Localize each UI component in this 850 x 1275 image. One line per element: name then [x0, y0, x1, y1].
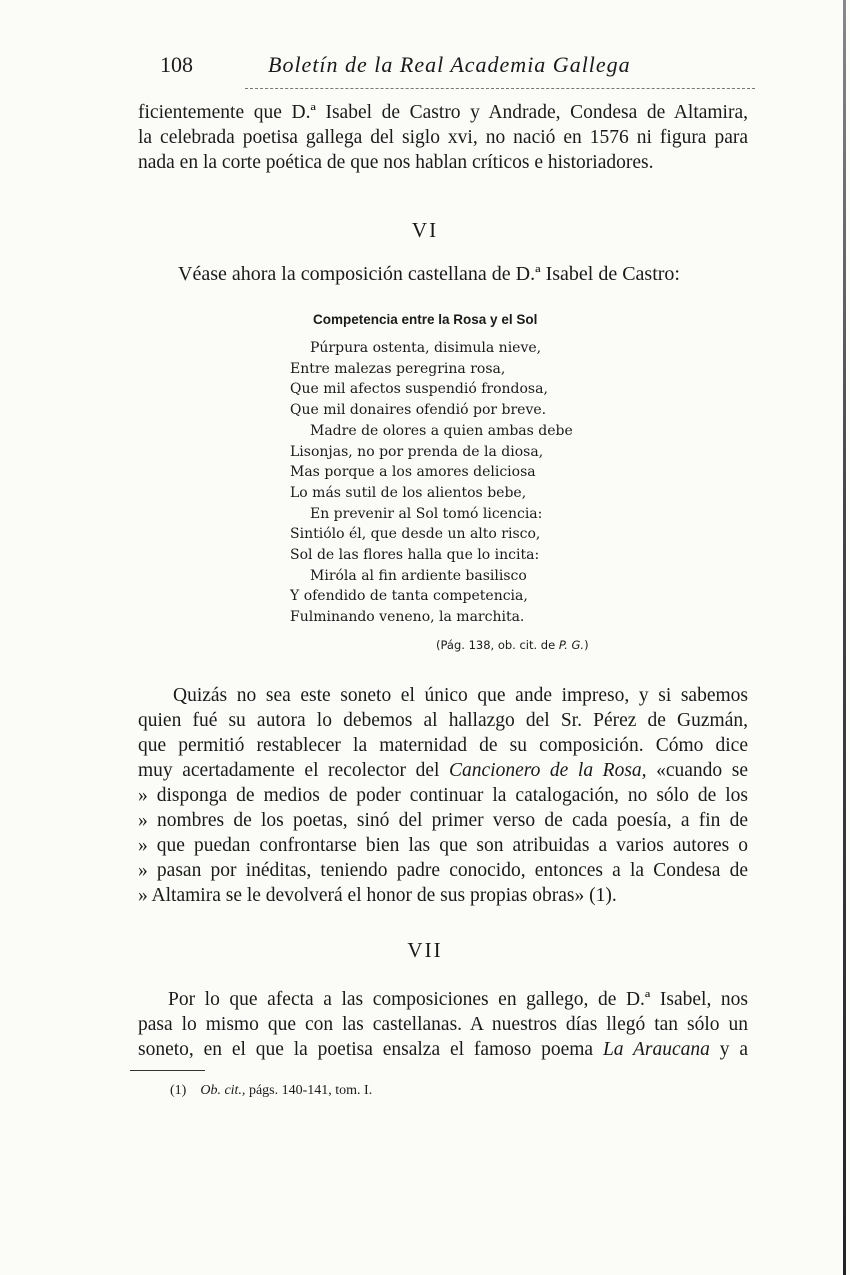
- poem-verse: Sintiólo él, que desde un alto risco,: [290, 526, 541, 543]
- text-line: » que puedan confrontarse bien las que son atribuidas a varios autores o: [138, 835, 748, 856]
- page-number: 108: [160, 52, 193, 77]
- text-line: Quizás no sea este soneto el único que ande impreso, y si sabemos: [173, 685, 748, 706]
- poem-verse: Miróla al fin ardiente basilisco: [310, 567, 527, 584]
- text-line: la celebrada poetisa gallega del siglo xvi, no nació en 1576 ni figura para: [138, 127, 748, 148]
- poem-verse: Que mil donaires ofendió por breve.: [290, 402, 547, 419]
- text-line: [138, 1037, 748, 1062]
- poem-verse: Lisonjas, no por prenda de la diosa,: [290, 443, 544, 460]
- text-line: » Altamira se le devolverá el honor de sus propias obras» (1).: [138, 885, 617, 906]
- footnote: [170, 1083, 372, 1099]
- poem-block: [290, 338, 573, 628]
- citation-suffix: ): [584, 638, 589, 652]
- poem-verse: Púrpura ostenta, disimula nieve,: [310, 340, 542, 356]
- poem-verse: Mas porque a los amores deliciosa: [290, 464, 536, 481]
- poem-verse: Madre de olores a quien ambas debe: [310, 422, 573, 439]
- poem-verse: Y ofendido de tanta competencia,: [290, 588, 528, 605]
- running-title: Boletín de la Real Academia Gallega: [268, 52, 631, 77]
- text-line: » disponga de medios de poder continuar la catalogación, no sólo de los: [138, 785, 748, 806]
- section-heading-vii: VII: [407, 938, 443, 962]
- text-line: » nombres de los poetas, sinó del primer verso de cada poesía, a fin de: [138, 810, 748, 831]
- poem-verse: Fulminando veneno, la marchita.: [290, 609, 525, 626]
- paragraph-middle: [138, 683, 748, 908]
- text-run-italic: La Araucana: [602, 1039, 710, 1060]
- header-rule: [245, 88, 755, 89]
- text-run: «cuando se: [646, 760, 749, 781]
- poem-verse: Lo más sutil de los alientos bebe,: [290, 484, 527, 501]
- poem-citation: [436, 638, 589, 652]
- poem-verse: Sol de las flores halla que lo incita:: [290, 547, 540, 564]
- section-heading-vi: VI: [411, 218, 439, 242]
- text-line: ficientemente que D.ª Isabel de Castro y Andrade, Condesa de Altamira,: [138, 102, 748, 123]
- text-line: que permitió restablecer la maternidad de su composición. Cómo dice: [138, 735, 748, 756]
- poem-verse: En prevenir al Sol tomó licencia:: [310, 505, 543, 522]
- footnote-ref: Ob. cit.,: [200, 1083, 246, 1098]
- text-run: soneto, en el que la poetisa ensalza el famoso poema: [138, 1039, 603, 1060]
- page-header: [160, 52, 740, 86]
- text-run-italic: Cancionero de la Rosa,: [449, 760, 647, 781]
- scan-edge: [843, 0, 846, 1275]
- footnote-rule: [130, 1070, 205, 1071]
- text-line: » pasan por inéditas, teniendo padre conocido, entonces a la Condesa de: [138, 860, 748, 881]
- poem-verse: Entre malezas peregrina rosa,: [290, 360, 506, 377]
- footnote-text: págs. 140-141, tom. I.: [245, 1083, 373, 1098]
- citation-author: P. G.: [558, 638, 585, 652]
- text-line: [138, 758, 748, 783]
- citation-prefix: (Pág. 138, ob. cit. de: [436, 638, 559, 652]
- footnote-marker: (1): [170, 1083, 187, 1098]
- text-run: y a: [709, 1039, 749, 1060]
- poem-verse: Que mil afectos suspendió frondosa,: [290, 381, 548, 398]
- text-line: nada en la corte poética de que nos hablan críticos e historiadores.: [138, 152, 654, 173]
- paragraph-top: [138, 100, 748, 175]
- paragraph-bottom: [138, 987, 748, 1062]
- text-line: Por lo que afecta a las composiciones en gallego, de D.ª Isabel, nos: [168, 989, 748, 1010]
- poem-title: Competencia entre la Rosa y el Sol: [313, 312, 538, 327]
- text-line: pasa lo mismo que con las castellanas. A nuestros días llegó tan sólo un: [138, 1014, 748, 1035]
- poem-intro: Véase ahora la composición castellana de D.ª Isabel de Castro:: [178, 263, 680, 285]
- text-run: muy acertadamente el recolector del: [138, 760, 449, 781]
- text-line: quien fué su autora lo debemos al hallazgo del Sr. Pérez de Guzmán,: [138, 710, 748, 731]
